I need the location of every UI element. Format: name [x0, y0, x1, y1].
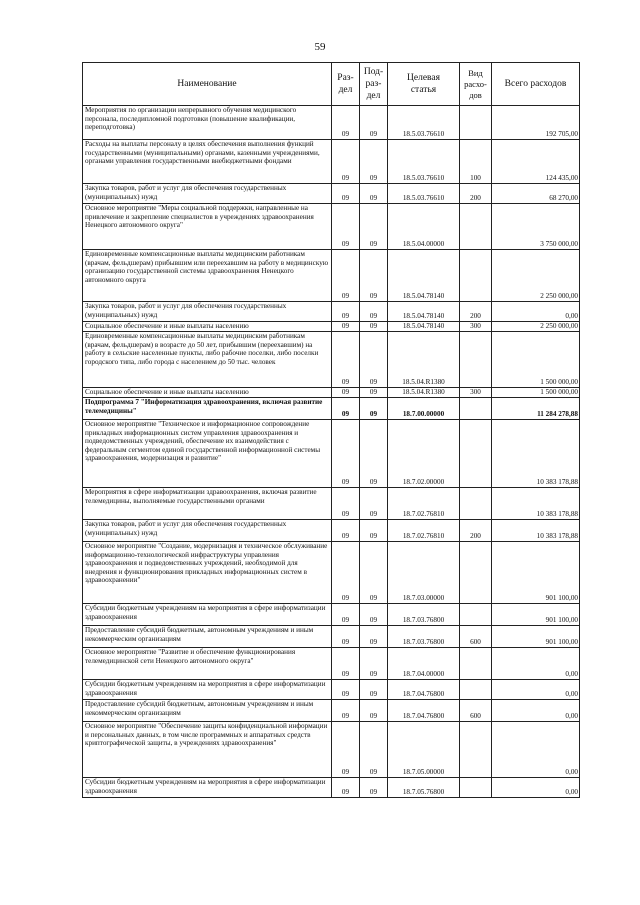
- row-subsection: 09: [360, 520, 388, 542]
- page-number: 59: [314, 41, 326, 53]
- row-subsection: 09: [360, 106, 388, 140]
- row-subsection: 09: [360, 322, 388, 332]
- row-target: 18.7.04.76800: [388, 680, 460, 700]
- row-amount: 2 250 000,00: [492, 322, 580, 332]
- row-amount: 68 270,00: [492, 184, 580, 204]
- header-subsection: Под- раз- дел: [360, 63, 388, 106]
- row-amount: 1 500 000,00: [492, 388, 580, 398]
- row-expense-type: [460, 604, 492, 626]
- row-amount: 3 750 000,00: [492, 204, 580, 250]
- row-section: 09: [332, 388, 360, 398]
- row-section: 09: [332, 204, 360, 250]
- row-subsection: 09: [360, 488, 388, 520]
- row-subsection: 09: [360, 250, 388, 302]
- row-name: Закупка товаров, работ и услуг для обеспечения государственных (муниципальных) нужд: [83, 184, 332, 204]
- row-subsection: 09: [360, 332, 388, 388]
- row-name: Единовременные компенсационные выплаты медицинским работникам (врачам, фельдшерам) в возрасте до 50 лет, прибывшим (переехавшим) на работу в сельские населенные пункты, либо рабочие поселки, либо поселки городского типа, либо города с населением до 50 тыс. человек: [83, 332, 332, 388]
- row-target: 18.7.03.76800: [388, 626, 460, 648]
- row-expense-type: 100: [460, 140, 492, 184]
- table-row: [83, 106, 580, 140]
- header-name: Наименование: [83, 63, 332, 106]
- row-expense-type: [460, 420, 492, 488]
- row-amount: 10 383 178,88: [492, 520, 580, 542]
- row-name: Основное мероприятие "Развитие и обеспечение функционирования телемедицинской сети Ненецкого автономного округа": [83, 648, 332, 680]
- table-row: [83, 680, 580, 700]
- row-amount: 1 500 000,00: [492, 332, 580, 388]
- row-expense-type: 200: [460, 184, 492, 204]
- row-name: Основное мероприятие "Обеспечение защиты конфиденциальной информации и персональных данных, в том числе программных и аппаратных средств криптографической защиты, в учреждениях здравоохранения": [83, 722, 332, 778]
- row-expense-type: [460, 204, 492, 250]
- row-name: Субсидии бюджетным учреждениям на мероприятия в сфере информатизации здравоохранения: [83, 778, 332, 798]
- row-subsection: 09: [360, 398, 388, 420]
- table-row: [83, 184, 580, 204]
- row-section: 09: [332, 302, 360, 322]
- row-subsection: 09: [360, 388, 388, 398]
- header-target: Целевая статья: [388, 63, 460, 106]
- table-row: [83, 332, 580, 388]
- row-amount: 11 284 278,88: [492, 398, 580, 420]
- row-name: Основное мероприятие "Меры социальной поддержки, направленные на привлечение и закрепление специалистов в учреждениях здравоохранения Ненецкого автономного округа": [83, 204, 332, 250]
- row-expense-type: [460, 332, 492, 388]
- row-target: 18.7.02.00000: [388, 420, 460, 488]
- row-name: Предоставление субсидий бюджетным, автономным учреждениям и иным некоммерческим организациям: [83, 626, 332, 648]
- row-target: 18.5.04.78140: [388, 250, 460, 302]
- row-target: 18.7.04.00000: [388, 648, 460, 680]
- row-subsection: 09: [360, 184, 388, 204]
- row-expense-type: 300: [460, 388, 492, 398]
- row-subsection: 09: [360, 722, 388, 778]
- table-row: [83, 204, 580, 250]
- row-target: 18.5.04.78140: [388, 302, 460, 322]
- table-header-row: [83, 63, 580, 106]
- row-subsection: 09: [360, 648, 388, 680]
- row-name: Подпрограмма 7 "Информатизация здравоохранения, включая развитие телемедицины": [83, 398, 332, 420]
- row-amount: 10 383 178,88: [492, 420, 580, 488]
- row-expense-type: [460, 680, 492, 700]
- header-total: Всего расходов: [492, 63, 580, 106]
- row-section: 09: [332, 398, 360, 420]
- row-subsection: 09: [360, 420, 388, 488]
- row-expense-type: [460, 250, 492, 302]
- table-row: [83, 700, 580, 722]
- row-target: 18.5.04.R1380: [388, 388, 460, 398]
- row-expense-type: [460, 398, 492, 420]
- row-subsection: 09: [360, 204, 388, 250]
- row-target: 18.5.04.78140: [388, 322, 460, 332]
- row-target: 18.5.03.76610: [388, 184, 460, 204]
- row-subsection: 09: [360, 140, 388, 184]
- row-name: Субсидии бюджетным учреждениям на мероприятия в сфере информатизации здравоохранения: [83, 604, 332, 626]
- budget-table: [82, 62, 580, 798]
- row-section: 09: [332, 488, 360, 520]
- table-row: [83, 648, 580, 680]
- row-section: 09: [332, 520, 360, 542]
- row-section: 09: [332, 140, 360, 184]
- row-target: 18.7.03.76800: [388, 604, 460, 626]
- row-amount: 0,00: [492, 302, 580, 322]
- row-section: 09: [332, 648, 360, 680]
- row-section: 09: [332, 680, 360, 700]
- row-target: 18.7.05.76800: [388, 778, 460, 798]
- row-amount: 901 100,00: [492, 626, 580, 648]
- header-section: Раз- дел: [332, 63, 360, 106]
- row-subsection: 09: [360, 302, 388, 322]
- table-row: [83, 388, 580, 398]
- row-target: 18.5.04.R1380: [388, 332, 460, 388]
- row-expense-type: [460, 778, 492, 798]
- row-section: 09: [332, 184, 360, 204]
- table-row: [83, 302, 580, 322]
- row-name: Социальное обеспечение и иные выплаты населению: [83, 322, 332, 332]
- row-expense-type: [460, 542, 492, 604]
- row-subsection: 09: [360, 680, 388, 700]
- table-row: [83, 626, 580, 648]
- row-expense-type: 200: [460, 520, 492, 542]
- row-amount: 10 383 178,88: [492, 488, 580, 520]
- row-amount: 0,00: [492, 648, 580, 680]
- row-expense-type: 300: [460, 322, 492, 332]
- row-amount: 901 100,00: [492, 542, 580, 604]
- row-expense-type: [460, 106, 492, 140]
- table-row: [83, 322, 580, 332]
- row-section: 09: [332, 250, 360, 302]
- row-name: Основное мероприятие "Техническое и информационное сопровождение прикладных информационных систем управления здравоохранения и подведомственных учреждений, обеспечение их взаимодействия с федеральным сегментом единой государственной информационной системы здравоохранения, модернизация и развитие": [83, 420, 332, 488]
- row-section: 09: [332, 700, 360, 722]
- row-section: 09: [332, 332, 360, 388]
- row-amount: 0,00: [492, 722, 580, 778]
- row-target: 18.7.05.00000: [388, 722, 460, 778]
- table-row: [83, 488, 580, 520]
- table-row: [83, 542, 580, 604]
- row-name: Закупка товаров, работ и услуг для обеспечения государственных (муниципальных) нужд: [83, 302, 332, 322]
- row-amount: 901 100,00: [492, 604, 580, 626]
- row-expense-type: [460, 722, 492, 778]
- row-target: 18.7.02.76810: [388, 488, 460, 520]
- row-target: 18.5.03.76610: [388, 106, 460, 140]
- row-target: 18.7.04.76800: [388, 700, 460, 722]
- table-row: [83, 778, 580, 798]
- row-expense-type: 600: [460, 700, 492, 722]
- row-name: Предоставление субсидий бюджетным, автономным учреждениям и иным некоммерческим организациям: [83, 700, 332, 722]
- row-name: Основное мероприятие "Создание, модернизация и техническое обслуживание информационно-технологической инфраструктуры управления здравоохранения и подведомственных учреждений, необходимой для внедрения и функционирования прикладных информационных систем в здравоохранении": [83, 542, 332, 604]
- table-row: [83, 398, 580, 420]
- row-section: 09: [332, 542, 360, 604]
- row-subsection: 09: [360, 626, 388, 648]
- row-section: 09: [332, 722, 360, 778]
- table-row: [83, 722, 580, 778]
- row-name: Мероприятия в сфере информатизации здравоохранения, включая развитие телемедицины, выполняемые государственными органами: [83, 488, 332, 520]
- table-row: [83, 420, 580, 488]
- table-row: [83, 520, 580, 542]
- table-row: [83, 604, 580, 626]
- row-name: Закупка товаров, работ и услуг для обеспечения государственных (муниципальных) нужд: [83, 520, 332, 542]
- row-expense-type: 600: [460, 626, 492, 648]
- row-subsection: 09: [360, 778, 388, 798]
- row-subsection: 09: [360, 700, 388, 722]
- row-name: Социальное обеспечение и иные выплаты населению: [83, 388, 332, 398]
- table-body: [83, 106, 580, 798]
- header-expense-type: Вид расхо- дов: [460, 63, 492, 106]
- row-target: 18.5.03.76610: [388, 140, 460, 184]
- row-name: Расходы на выплаты персоналу в целях обеспечения выполнения функций государственными (муниципальными) органами, казенными учреждениями, органами управления государственными внебюджетными фондами: [83, 140, 332, 184]
- row-expense-type: 200: [460, 302, 492, 322]
- row-subsection: 09: [360, 542, 388, 604]
- row-expense-type: [460, 648, 492, 680]
- row-subsection: 09: [360, 604, 388, 626]
- row-target: 18.7.00.00000: [388, 398, 460, 420]
- row-section: 09: [332, 420, 360, 488]
- row-section: 09: [332, 778, 360, 798]
- table-row: [83, 250, 580, 302]
- row-amount: 0,00: [492, 680, 580, 700]
- row-section: 09: [332, 626, 360, 648]
- row-amount: 0,00: [492, 778, 580, 798]
- row-target: 18.7.03.00000: [388, 542, 460, 604]
- row-amount: 0,00: [492, 700, 580, 722]
- row-name: Мероприятия по организации непрерывного обучения медицинского персонала, последипломной подготовки (повышение квалификации, переподготовка): [83, 106, 332, 140]
- table-row: [83, 140, 580, 184]
- row-target: 18.7.02.76810: [388, 520, 460, 542]
- row-target: 18.5.04.00000: [388, 204, 460, 250]
- row-section: 09: [332, 322, 360, 332]
- row-section: 09: [332, 604, 360, 626]
- row-expense-type: [460, 488, 492, 520]
- row-name: Субсидии бюджетным учреждениям на мероприятия в сфере информатизации здравоохранения: [83, 680, 332, 700]
- row-name: Единовременные компенсационные выплаты медицинским работникам (врачам, фельдшерам) прибывшим или переехавшим на работу в медицинскую организацию государственной системы здравоохранения Ненецкого автономного округа: [83, 250, 332, 302]
- row-amount: 124 435,00: [492, 140, 580, 184]
- row-amount: 2 250 000,00: [492, 250, 580, 302]
- row-section: 09: [332, 106, 360, 140]
- row-amount: 192 705,00: [492, 106, 580, 140]
